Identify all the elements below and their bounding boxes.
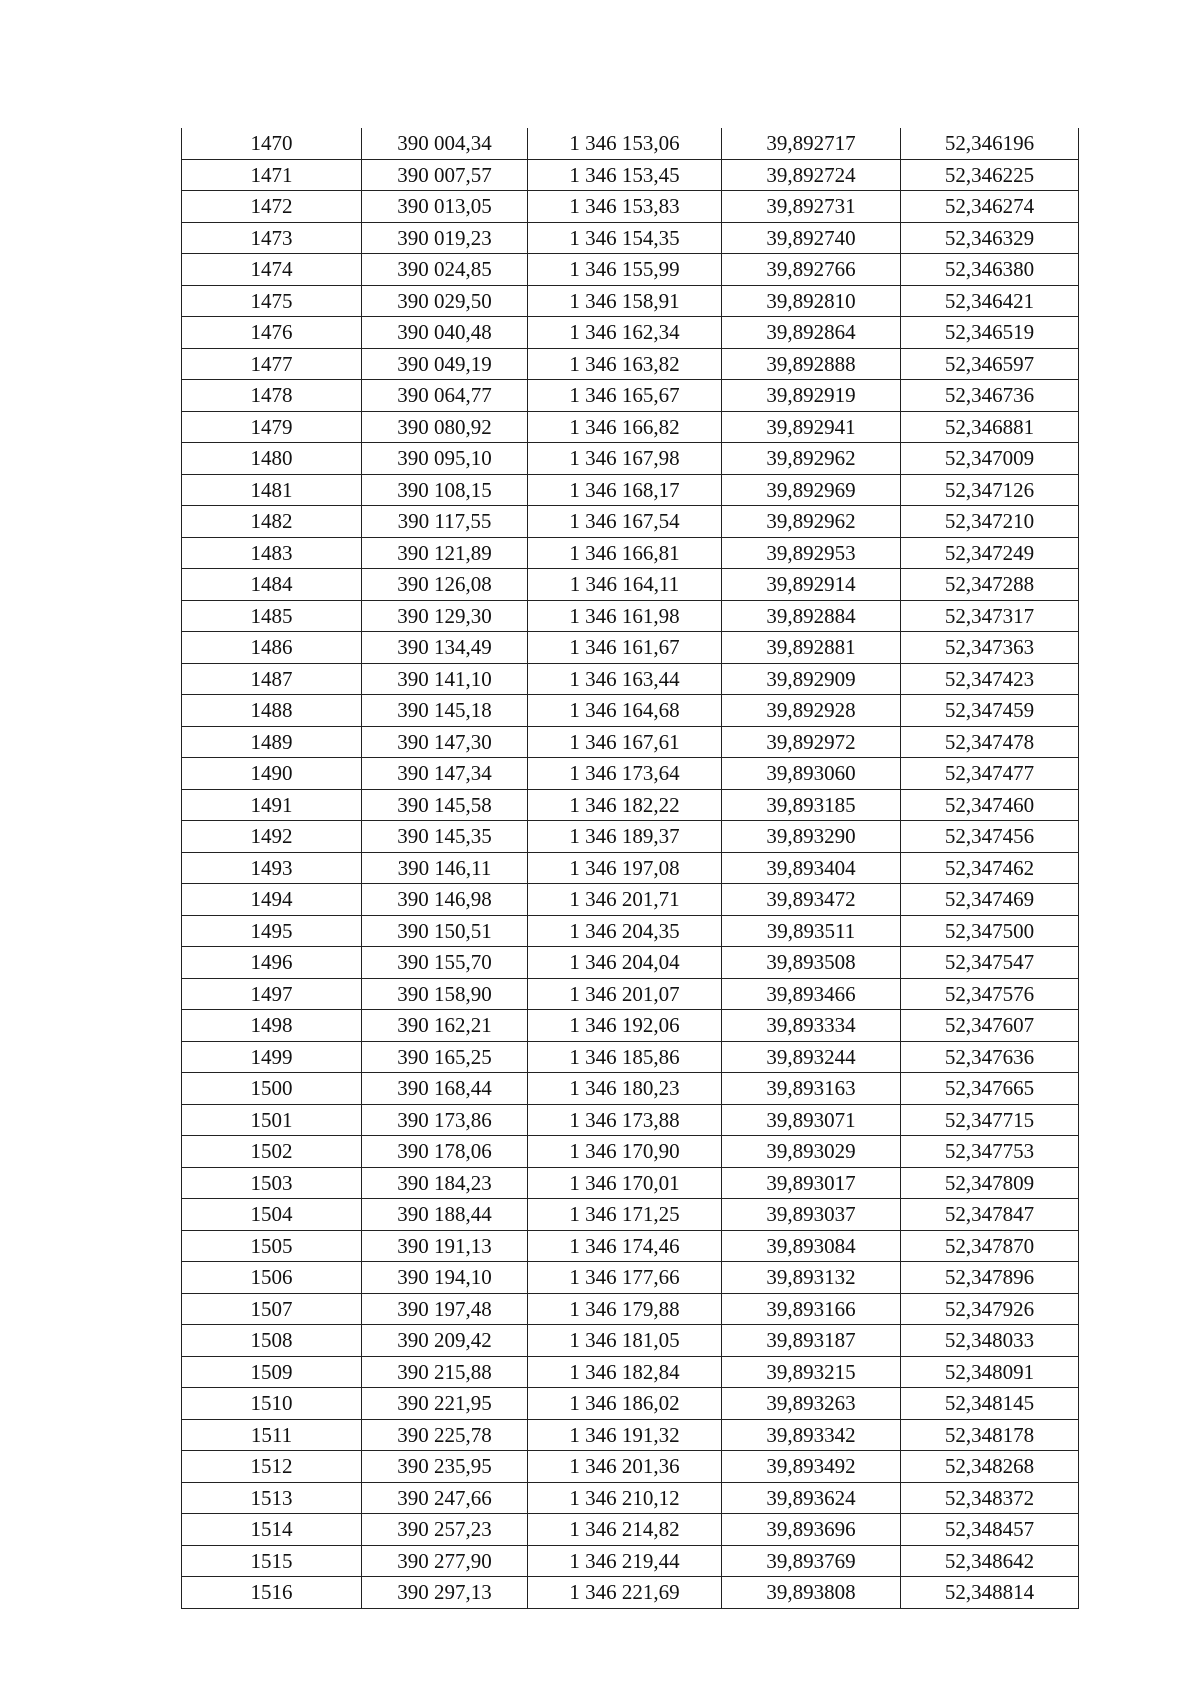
- cell-point-number: 1508: [182, 1325, 362, 1357]
- cell-point-number: 1491: [182, 789, 362, 821]
- cell-latitude: 52,347896: [901, 1262, 1079, 1294]
- cell-y-coordinate: 1 346 153,06: [528, 128, 722, 159]
- cell-point-number: 1492: [182, 821, 362, 853]
- cell-y-coordinate: 1 346 167,54: [528, 506, 722, 538]
- cell-y-coordinate: 1 346 219,44: [528, 1545, 722, 1577]
- cell-y-coordinate: 1 346 167,98: [528, 443, 722, 475]
- cell-point-number: 1494: [182, 884, 362, 916]
- cell-x-coordinate: 390 145,35: [362, 821, 528, 853]
- cell-latitude: 52,346736: [901, 380, 1079, 412]
- table-row: [182, 1545, 1079, 1577]
- cell-x-coordinate: 390 277,90: [362, 1545, 528, 1577]
- cell-longitude: 39,893624: [722, 1482, 901, 1514]
- cell-latitude: 52,348457: [901, 1514, 1079, 1546]
- cell-latitude: 52,346597: [901, 348, 1079, 380]
- table-row: [182, 789, 1079, 821]
- table-row: [182, 1104, 1079, 1136]
- cell-latitude: 52,348372: [901, 1482, 1079, 1514]
- cell-latitude: 52,347753: [901, 1136, 1079, 1168]
- cell-longitude: 39,893511: [722, 915, 901, 947]
- cell-x-coordinate: 390 095,10: [362, 443, 528, 475]
- cell-longitude: 39,893769: [722, 1545, 901, 1577]
- cell-point-number: 1510: [182, 1388, 362, 1420]
- cell-x-coordinate: 390 178,06: [362, 1136, 528, 1168]
- table-row: [182, 632, 1079, 664]
- cell-x-coordinate: 390 064,77: [362, 380, 528, 412]
- cell-longitude: 39,892962: [722, 443, 901, 475]
- cell-longitude: 39,893244: [722, 1041, 901, 1073]
- table-row: [182, 443, 1079, 475]
- cell-latitude: 52,347870: [901, 1230, 1079, 1262]
- cell-y-coordinate: 1 346 163,82: [528, 348, 722, 380]
- cell-x-coordinate: 390 197,48: [362, 1293, 528, 1325]
- cell-x-coordinate: 390 049,19: [362, 348, 528, 380]
- cell-longitude: 39,893132: [722, 1262, 901, 1294]
- cell-latitude: 52,347009: [901, 443, 1079, 475]
- cell-latitude: 52,347477: [901, 758, 1079, 790]
- cell-x-coordinate: 390 146,98: [362, 884, 528, 916]
- cell-latitude: 52,347665: [901, 1073, 1079, 1105]
- cell-latitude: 52,347462: [901, 852, 1079, 884]
- cell-longitude: 39,892909: [722, 663, 901, 695]
- cell-x-coordinate: 390 297,13: [362, 1577, 528, 1609]
- cell-latitude: 52,346196: [901, 128, 1079, 159]
- cell-longitude: 39,892914: [722, 569, 901, 601]
- cell-latitude: 52,347469: [901, 884, 1079, 916]
- cell-x-coordinate: 390 134,49: [362, 632, 528, 664]
- table-row: [182, 1010, 1079, 1042]
- cell-longitude: 39,893029: [722, 1136, 901, 1168]
- cell-x-coordinate: 390 108,15: [362, 474, 528, 506]
- table-row: [182, 569, 1079, 601]
- cell-y-coordinate: 1 346 154,35: [528, 222, 722, 254]
- cell-x-coordinate: 390 215,88: [362, 1356, 528, 1388]
- cell-point-number: 1513: [182, 1482, 362, 1514]
- cell-point-number: 1516: [182, 1577, 362, 1609]
- cell-point-number: 1472: [182, 191, 362, 223]
- cell-x-coordinate: 390 168,44: [362, 1073, 528, 1105]
- cell-latitude: 52,348642: [901, 1545, 1079, 1577]
- cell-longitude: 39,893017: [722, 1167, 901, 1199]
- cell-y-coordinate: 1 346 163,44: [528, 663, 722, 695]
- cell-longitude: 39,893166: [722, 1293, 901, 1325]
- cell-x-coordinate: 390 150,51: [362, 915, 528, 947]
- cell-y-coordinate: 1 346 201,71: [528, 884, 722, 916]
- cell-y-coordinate: 1 346 173,88: [528, 1104, 722, 1136]
- table-row: [182, 1199, 1079, 1231]
- cell-point-number: 1515: [182, 1545, 362, 1577]
- table-row: [182, 537, 1079, 569]
- table-row: [182, 1230, 1079, 1262]
- cell-x-coordinate: 390 126,08: [362, 569, 528, 601]
- cell-x-coordinate: 390 004,34: [362, 128, 528, 159]
- cell-y-coordinate: 1 346 185,86: [528, 1041, 722, 1073]
- cell-point-number: 1478: [182, 380, 362, 412]
- cell-latitude: 52,347547: [901, 947, 1079, 979]
- cell-y-coordinate: 1 346 204,35: [528, 915, 722, 947]
- cell-y-coordinate: 1 346 201,36: [528, 1451, 722, 1483]
- cell-point-number: 1500: [182, 1073, 362, 1105]
- cell-longitude: 39,893215: [722, 1356, 901, 1388]
- cell-longitude: 39,892953: [722, 537, 901, 569]
- cell-x-coordinate: 390 007,57: [362, 159, 528, 191]
- cell-latitude: 52,347363: [901, 632, 1079, 664]
- cell-y-coordinate: 1 346 191,32: [528, 1419, 722, 1451]
- cell-point-number: 1488: [182, 695, 362, 727]
- cell-longitude: 39,893508: [722, 947, 901, 979]
- cell-point-number: 1474: [182, 254, 362, 286]
- cell-latitude: 52,347288: [901, 569, 1079, 601]
- cell-point-number: 1483: [182, 537, 362, 569]
- cell-y-coordinate: 1 346 166,82: [528, 411, 722, 443]
- table-row: [182, 1325, 1079, 1357]
- cell-y-coordinate: 1 346 182,22: [528, 789, 722, 821]
- cell-longitude: 39,892919: [722, 380, 901, 412]
- cell-longitude: 39,893071: [722, 1104, 901, 1136]
- cell-x-coordinate: 390 184,23: [362, 1167, 528, 1199]
- cell-y-coordinate: 1 346 214,82: [528, 1514, 722, 1546]
- cell-longitude: 39,893187: [722, 1325, 901, 1357]
- cell-x-coordinate: 390 040,48: [362, 317, 528, 349]
- cell-point-number: 1493: [182, 852, 362, 884]
- cell-longitude: 39,892740: [722, 222, 901, 254]
- table-row: [182, 1482, 1079, 1514]
- cell-point-number: 1507: [182, 1293, 362, 1325]
- cell-longitude: 39,893185: [722, 789, 901, 821]
- cell-point-number: 1504: [182, 1199, 362, 1231]
- cell-x-coordinate: 390 141,10: [362, 663, 528, 695]
- cell-latitude: 52,347715: [901, 1104, 1079, 1136]
- cell-y-coordinate: 1 346 171,25: [528, 1199, 722, 1231]
- cell-point-number: 1505: [182, 1230, 362, 1262]
- cell-latitude: 52,347210: [901, 506, 1079, 538]
- cell-longitude: 39,893084: [722, 1230, 901, 1262]
- table-row: [182, 128, 1079, 159]
- cell-x-coordinate: 390 165,25: [362, 1041, 528, 1073]
- table-row: [182, 380, 1079, 412]
- cell-point-number: 1503: [182, 1167, 362, 1199]
- cell-point-number: 1471: [182, 159, 362, 191]
- cell-latitude: 52,346225: [901, 159, 1079, 191]
- cell-latitude: 52,347126: [901, 474, 1079, 506]
- cell-x-coordinate: 390 019,23: [362, 222, 528, 254]
- cell-y-coordinate: 1 346 197,08: [528, 852, 722, 884]
- cell-x-coordinate: 390 024,85: [362, 254, 528, 286]
- cell-y-coordinate: 1 346 158,91: [528, 285, 722, 317]
- cell-y-coordinate: 1 346 173,64: [528, 758, 722, 790]
- table-row: [182, 1356, 1079, 1388]
- cell-longitude: 39,893060: [722, 758, 901, 790]
- cell-longitude: 39,893466: [722, 978, 901, 1010]
- table-row: [182, 411, 1079, 443]
- cell-point-number: 1485: [182, 600, 362, 632]
- cell-longitude: 39,892766: [722, 254, 901, 286]
- cell-point-number: 1490: [182, 758, 362, 790]
- cell-latitude: 52,347317: [901, 600, 1079, 632]
- table-row: [182, 663, 1079, 695]
- cell-longitude: 39,893696: [722, 1514, 901, 1546]
- cell-y-coordinate: 1 346 167,61: [528, 726, 722, 758]
- coordinates-table: [181, 128, 1079, 1609]
- cell-point-number: 1480: [182, 443, 362, 475]
- cell-x-coordinate: 390 029,50: [362, 285, 528, 317]
- table-row: [182, 884, 1079, 916]
- cell-y-coordinate: 1 346 170,90: [528, 1136, 722, 1168]
- cell-longitude: 39,893808: [722, 1577, 901, 1609]
- cell-x-coordinate: 390 235,95: [362, 1451, 528, 1483]
- cell-latitude: 52,346380: [901, 254, 1079, 286]
- cell-x-coordinate: 390 188,44: [362, 1199, 528, 1231]
- table-row: [182, 506, 1079, 538]
- cell-latitude: 52,347478: [901, 726, 1079, 758]
- table-row: [182, 348, 1079, 380]
- cell-point-number: 1484: [182, 569, 362, 601]
- cell-x-coordinate: 390 145,58: [362, 789, 528, 821]
- cell-x-coordinate: 390 247,66: [362, 1482, 528, 1514]
- cell-longitude: 39,892724: [722, 159, 901, 191]
- cell-latitude: 52,347423: [901, 663, 1079, 695]
- cell-x-coordinate: 390 173,86: [362, 1104, 528, 1136]
- cell-y-coordinate: 1 346 153,83: [528, 191, 722, 223]
- cell-latitude: 52,347607: [901, 1010, 1079, 1042]
- cell-longitude: 39,892881: [722, 632, 901, 664]
- cell-longitude: 39,893342: [722, 1419, 901, 1451]
- cell-y-coordinate: 1 346 192,06: [528, 1010, 722, 1042]
- cell-latitude: 52,347456: [901, 821, 1079, 853]
- table-row: [182, 285, 1079, 317]
- cell-y-coordinate: 1 346 186,02: [528, 1388, 722, 1420]
- cell-longitude: 39,892864: [722, 317, 901, 349]
- cell-point-number: 1475: [182, 285, 362, 317]
- cell-latitude: 52,348268: [901, 1451, 1079, 1483]
- cell-latitude: 52,348814: [901, 1577, 1079, 1609]
- cell-x-coordinate: 390 117,55: [362, 506, 528, 538]
- cell-x-coordinate: 390 221,95: [362, 1388, 528, 1420]
- table-row: [182, 1419, 1079, 1451]
- cell-x-coordinate: 390 194,10: [362, 1262, 528, 1294]
- cell-x-coordinate: 390 158,90: [362, 978, 528, 1010]
- cell-latitude: 52,346881: [901, 411, 1079, 443]
- cell-x-coordinate: 390 209,42: [362, 1325, 528, 1357]
- cell-y-coordinate: 1 346 165,67: [528, 380, 722, 412]
- cell-x-coordinate: 390 121,89: [362, 537, 528, 569]
- cell-latitude: 52,347847: [901, 1199, 1079, 1231]
- table-row: [182, 1041, 1079, 1073]
- cell-longitude: 39,893472: [722, 884, 901, 916]
- cell-point-number: 1476: [182, 317, 362, 349]
- cell-longitude: 39,892810: [722, 285, 901, 317]
- cell-latitude: 52,347809: [901, 1167, 1079, 1199]
- cell-y-coordinate: 1 346 166,81: [528, 537, 722, 569]
- table-row: [182, 1577, 1079, 1609]
- cell-longitude: 39,893334: [722, 1010, 901, 1042]
- cell-x-coordinate: 390 145,18: [362, 695, 528, 727]
- cell-latitude: 52,346519: [901, 317, 1079, 349]
- cell-point-number: 1496: [182, 947, 362, 979]
- cell-x-coordinate: 390 129,30: [362, 600, 528, 632]
- cell-point-number: 1502: [182, 1136, 362, 1168]
- cell-latitude: 52,347460: [901, 789, 1079, 821]
- cell-longitude: 39,892884: [722, 600, 901, 632]
- cell-point-number: 1514: [182, 1514, 362, 1546]
- cell-point-number: 1477: [182, 348, 362, 380]
- cell-point-number: 1501: [182, 1104, 362, 1136]
- cell-x-coordinate: 390 225,78: [362, 1419, 528, 1451]
- cell-latitude: 52,348091: [901, 1356, 1079, 1388]
- cell-y-coordinate: 1 346 174,46: [528, 1230, 722, 1262]
- cell-y-coordinate: 1 346 179,88: [528, 1293, 722, 1325]
- cell-latitude: 52,348145: [901, 1388, 1079, 1420]
- coordinates-table-body: [182, 128, 1079, 1608]
- table-row: [182, 191, 1079, 223]
- table-row: [182, 947, 1079, 979]
- cell-point-number: 1486: [182, 632, 362, 664]
- table-row: [182, 1388, 1079, 1420]
- cell-y-coordinate: 1 346 181,05: [528, 1325, 722, 1357]
- cell-x-coordinate: 390 191,13: [362, 1230, 528, 1262]
- table-row: [182, 1451, 1079, 1483]
- cell-x-coordinate: 390 257,23: [362, 1514, 528, 1546]
- table-row: [182, 600, 1079, 632]
- table-row: [182, 1514, 1079, 1546]
- cell-longitude: 39,893290: [722, 821, 901, 853]
- cell-latitude: 52,347459: [901, 695, 1079, 727]
- table-row: [182, 726, 1079, 758]
- cell-latitude: 52,346421: [901, 285, 1079, 317]
- cell-y-coordinate: 1 346 182,84: [528, 1356, 722, 1388]
- cell-latitude: 52,346329: [901, 222, 1079, 254]
- table-row: [182, 1136, 1079, 1168]
- cell-longitude: 39,892972: [722, 726, 901, 758]
- cell-longitude: 39,893163: [722, 1073, 901, 1105]
- cell-latitude: 52,348033: [901, 1325, 1079, 1357]
- cell-y-coordinate: 1 346 161,67: [528, 632, 722, 664]
- cell-x-coordinate: 390 013,05: [362, 191, 528, 223]
- cell-x-coordinate: 390 146,11: [362, 852, 528, 884]
- cell-y-coordinate: 1 346 221,69: [528, 1577, 722, 1609]
- table-row: [182, 254, 1079, 286]
- table-row: [182, 915, 1079, 947]
- table-row: [182, 978, 1079, 1010]
- cell-point-number: 1470: [182, 128, 362, 159]
- cell-y-coordinate: 1 346 162,34: [528, 317, 722, 349]
- cell-point-number: 1489: [182, 726, 362, 758]
- cell-longitude: 39,892962: [722, 506, 901, 538]
- table-row: [182, 852, 1079, 884]
- table-row: [182, 1167, 1079, 1199]
- cell-point-number: 1479: [182, 411, 362, 443]
- cell-latitude: 52,347500: [901, 915, 1079, 947]
- cell-point-number: 1511: [182, 1419, 362, 1451]
- cell-longitude: 39,892717: [722, 128, 901, 159]
- cell-y-coordinate: 1 346 155,99: [528, 254, 722, 286]
- cell-point-number: 1482: [182, 506, 362, 538]
- cell-y-coordinate: 1 346 189,37: [528, 821, 722, 853]
- cell-longitude: 39,892731: [722, 191, 901, 223]
- cell-longitude: 39,893263: [722, 1388, 901, 1420]
- cell-longitude: 39,892888: [722, 348, 901, 380]
- table-row: [182, 695, 1079, 727]
- cell-y-coordinate: 1 346 164,11: [528, 569, 722, 601]
- cell-y-coordinate: 1 346 201,07: [528, 978, 722, 1010]
- table-row: [182, 474, 1079, 506]
- table-row: [182, 821, 1079, 853]
- table-row: [182, 317, 1079, 349]
- cell-longitude: 39,893037: [722, 1199, 901, 1231]
- table-row: [182, 758, 1079, 790]
- cell-latitude: 52,347636: [901, 1041, 1079, 1073]
- cell-point-number: 1481: [182, 474, 362, 506]
- cell-point-number: 1512: [182, 1451, 362, 1483]
- table-row: [182, 159, 1079, 191]
- cell-x-coordinate: 390 080,92: [362, 411, 528, 443]
- cell-y-coordinate: 1 346 170,01: [528, 1167, 722, 1199]
- cell-x-coordinate: 390 155,70: [362, 947, 528, 979]
- cell-latitude: 52,348178: [901, 1419, 1079, 1451]
- cell-latitude: 52,347249: [901, 537, 1079, 569]
- cell-y-coordinate: 1 346 153,45: [528, 159, 722, 191]
- cell-y-coordinate: 1 346 177,66: [528, 1262, 722, 1294]
- table-row: [182, 222, 1079, 254]
- table-row: [182, 1293, 1079, 1325]
- cell-point-number: 1473: [182, 222, 362, 254]
- cell-point-number: 1495: [182, 915, 362, 947]
- cell-y-coordinate: 1 346 180,23: [528, 1073, 722, 1105]
- cell-y-coordinate: 1 346 168,17: [528, 474, 722, 506]
- cell-y-coordinate: 1 346 210,12: [528, 1482, 722, 1514]
- table-row: [182, 1262, 1079, 1294]
- table-row: [182, 1073, 1079, 1105]
- cell-longitude: 39,892928: [722, 695, 901, 727]
- cell-latitude: 52,347576: [901, 978, 1079, 1010]
- cell-point-number: 1497: [182, 978, 362, 1010]
- cell-y-coordinate: 1 346 204,04: [528, 947, 722, 979]
- cell-point-number: 1498: [182, 1010, 362, 1042]
- cell-point-number: 1499: [182, 1041, 362, 1073]
- cell-longitude: 39,892941: [722, 411, 901, 443]
- cell-y-coordinate: 1 346 164,68: [528, 695, 722, 727]
- cell-y-coordinate: 1 346 161,98: [528, 600, 722, 632]
- cell-point-number: 1506: [182, 1262, 362, 1294]
- cell-longitude: 39,893492: [722, 1451, 901, 1483]
- cell-x-coordinate: 390 147,30: [362, 726, 528, 758]
- cell-point-number: 1509: [182, 1356, 362, 1388]
- cell-point-number: 1487: [182, 663, 362, 695]
- cell-longitude: 39,892969: [722, 474, 901, 506]
- cell-latitude: 52,347926: [901, 1293, 1079, 1325]
- cell-longitude: 39,893404: [722, 852, 901, 884]
- cell-x-coordinate: 390 162,21: [362, 1010, 528, 1042]
- cell-x-coordinate: 390 147,34: [362, 758, 528, 790]
- cell-latitude: 52,346274: [901, 191, 1079, 223]
